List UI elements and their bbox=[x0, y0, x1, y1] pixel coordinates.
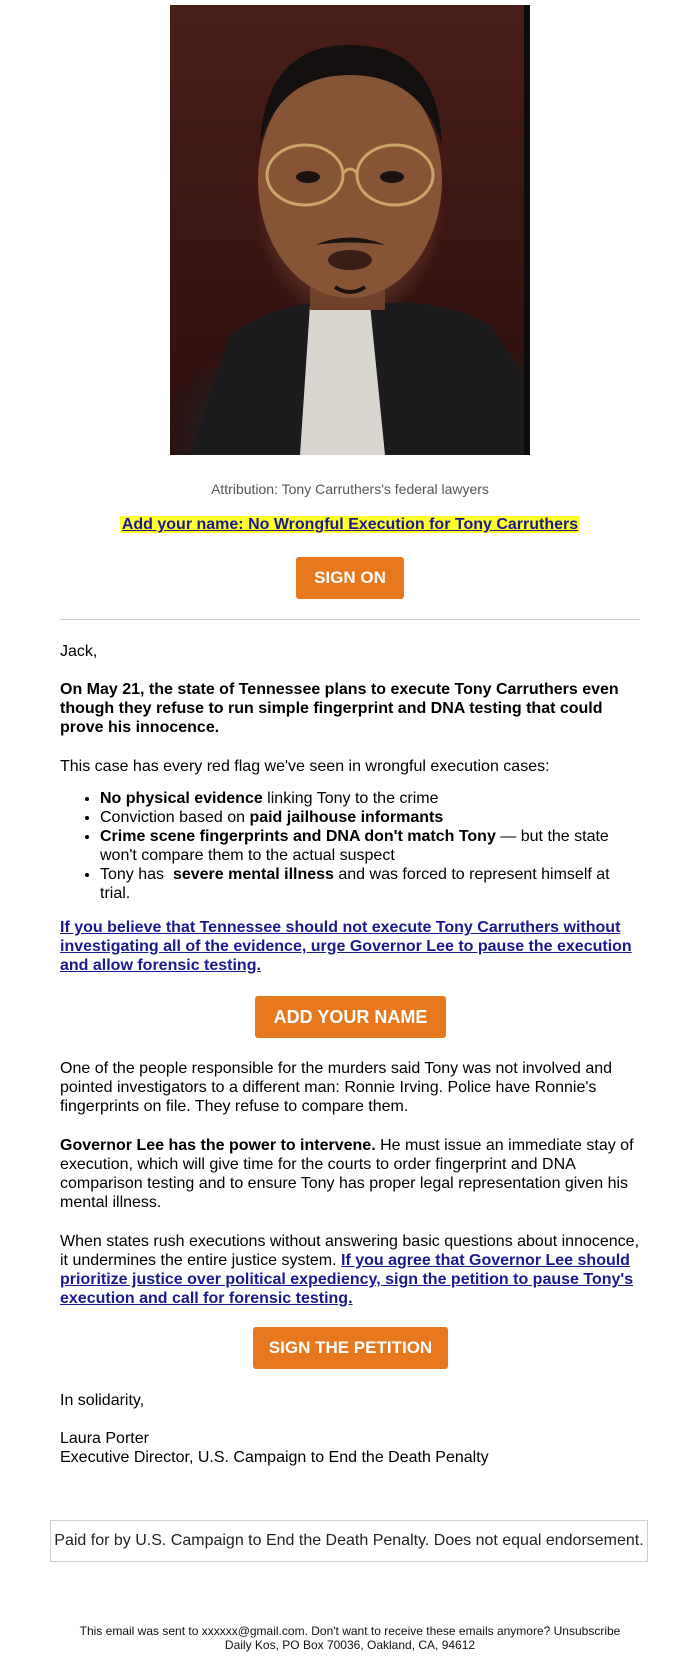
red-flags-intro: This case has every red flag we've seen in wrongful execution cases: bbox=[60, 758, 550, 775]
portrait-illustration bbox=[170, 5, 530, 455]
governor-rest-text: He must issue an immediate stay of execution, which will give time for the courts to order fingerprint and DNA comparison testing and to ensure Tony has proper legal representation given his mental illness. bbox=[60, 1137, 634, 1211]
list-item: • Crime scene fingerprints and DNA don't match Tony — but the state won't compare them to the actual suspect bbox=[100, 827, 640, 865]
list-item: • No physical evidence linking Tony to the crime bbox=[100, 789, 640, 808]
justice-paragraph bbox=[60, 1232, 640, 1308]
cta-link-sign-petition[interactable]: If you agree that Governor Lee should prioritize justice over political expediency, sign the petition to pause Tony's execution and call for forensic testing. bbox=[60, 1252, 634, 1307]
governor-bold-text: Governor Lee has the power to intervene. bbox=[60, 1137, 376, 1154]
petition-headline-link[interactable]: Add your name: No Wrongful Execution for Tony Carruthers bbox=[121, 516, 579, 533]
email-footer bbox=[0, 1624, 700, 1652]
footer-sent-to[interactable]: This email was sent to xxxxxx@gmail.com. Don't want to receive these emails anymore? Unsubscribe bbox=[79, 1624, 621, 1638]
lead-paragraph: On May 21, the state of Tennessee plans to execute Tony Carruthers even though they refuse to run simple fingerprint and DNA testing that could prove his innocence. bbox=[60, 681, 619, 736]
photo-border bbox=[524, 5, 530, 455]
list-item: • Tony has severe mental illness and was forced to represent himself at trial. bbox=[100, 865, 640, 903]
signature bbox=[60, 1429, 640, 1467]
cta-paragraph bbox=[60, 918, 640, 975]
sign-petition-button[interactable]: SIGN THE PETITION bbox=[253, 1327, 448, 1369]
closing: In solidarity, bbox=[60, 1392, 145, 1409]
headline-link-container bbox=[0, 516, 700, 534]
governor-paragraph bbox=[60, 1136, 640, 1212]
justice-text: When states rush executions without answering basic questions about innocence, it undermines the entire justice system. bbox=[60, 1233, 640, 1269]
signature-title: Executive Director, U.S. Campaign to End the Death Penalty bbox=[60, 1449, 489, 1466]
sign-on-button[interactable]: SIGN ON bbox=[296, 557, 404, 599]
footer-address: Daily Kos, PO Box 70036, Oakland, CA, 94612 bbox=[224, 1638, 476, 1652]
divider bbox=[60, 619, 640, 620]
red-flags-list bbox=[60, 789, 640, 903]
photo-caption: Attribution: Tony Carruthers's federal lawyers bbox=[211, 481, 489, 497]
cta-link-urge-governor[interactable]: If you believe that Tennessee should not execute Tony Carruthers without investigating all of the evidence, urge Governor Lee to pause the execution and allow forensic testing. bbox=[60, 919, 632, 974]
add-your-name-button[interactable]: ADD YOUR NAME bbox=[255, 996, 446, 1038]
paid-for-disclaimer: Paid for by U.S. Campaign to End the Death Penalty. Does not equal endorsement. bbox=[50, 1520, 648, 1562]
signature-name: Laura Porter bbox=[60, 1430, 149, 1447]
greeting: Jack, bbox=[60, 643, 98, 660]
portrait-photo bbox=[170, 5, 530, 455]
irving-paragraph: One of the people responsible for the murders said Tony was not involved and pointed investigators to a different man: Ronnie Irving. Police have Ronnie's fingerprints on file. They refuse to compare them. bbox=[60, 1060, 613, 1115]
list-item: • Conviction based on paid jailhouse informants bbox=[100, 808, 640, 827]
